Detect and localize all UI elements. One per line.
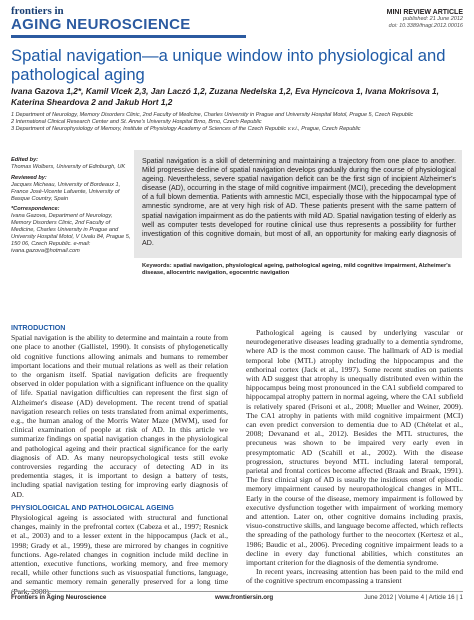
- reviewed-by-label: Reviewed by:: [11, 174, 47, 181]
- keywords-list: spatial navigation, physiological ageing, pathological ageing, mild cognitive impairment, Alzheimer's disease, allocentric navigation, egocentric navigation: [142, 263, 451, 277]
- published-date: published: 21 June 2012: [403, 16, 463, 22]
- body-left-column: [11, 324, 228, 596]
- correspondence-label: *Correspondence:: [11, 206, 60, 213]
- body-right-column: [246, 328, 463, 586]
- affiliation-2: 2 International Clinical Research Center and St. Anne's University Hospital Brno, Brno, Czech Republic: [11, 119, 262, 125]
- keywords: [142, 263, 456, 278]
- author-list: Ivana Gazova 1,2*, Kamil Vlcek 2,3, Jan Laczó 1,2, Zuzana Nedelska 1,2, Eva Hyncicova 1, Ivana Mokrisova 1, Katerina Sheardova 2 and Jakub Hort 1,2: [11, 86, 439, 107]
- mci-paragraph: In recent years, increasing attention has been paid to the mild end of the cognitive spectrum encompassing a transient: [246, 567, 463, 586]
- footer-issue-info: June 2012 | Volume 4 | Article 16 | 1: [364, 594, 463, 601]
- logo-underline: [11, 35, 246, 38]
- correspondence: Ivana Gazova, Department of Neurology, Memory Disorders Clinic, 2nd Faculty of Medicine, Charles University in Prague and University Hospital Motol, V Uvalu 84, Prague 5, 150 06, Czech Republic. e-mail: ivana.gazova@hotmail.com: [11, 213, 131, 254]
- editorial-info: [11, 157, 131, 259]
- affiliation-1: 1 Department of Neurology, Memory Disorders Clinic, 2nd Faculty of Medicine, Charles University in Prague and University Hospital Motol, Prague 5, Czech Republic: [11, 112, 414, 118]
- edited-by-label: Edited by:: [11, 157, 39, 163]
- footer-website-link[interactable]: www.frontiersin.org: [215, 594, 274, 601]
- article-title: Spatial navigation—a unique window into physiological and pathological aging: [11, 46, 446, 84]
- reviewed-by: Jacques Micheau, University of Bordeaux 1, France José-Vicente Lafuente, University of Basque Country, Spain: [11, 181, 121, 202]
- pathological-ageing-paragraph: Pathological ageing is caused by underlying vascular or neurodegenerative diseases leading gradually to a dementia syndrome, where AD is the most common cause. The hallmark of AD is medial temporal lobe (MTL) atrophy including the hippocampus and the enthorinal cortex (Jack et al., 1997). Some recent studies on patients with AD suggest that atrophy is unequally distributed even within the hippocampus being most pronounced in the CA1 subfield compared to hippocampal atrophy pattern in normal ageing, where the CA1 subfield is relatively spared (Frisoni et al., 2008; Mueller and Weiner, 2009). The CA1 atrophy in patients with mild cognitive impairment (MCI) can even predict conversion to dementia due to AD (Chételat et al., 2008; Devanand et al., 2012). Besides the MTL structures, the precuneus was shown to be impaired very early even in presymptomatic AD (Scahill et al., 2002). With the disease progression, structures beyond MTL including lateral temporal, parietal and frontal cortices become affected (Braak and Braak, 1991). The first clinical sign of AD is usually the insidious onset of episodic memory impairment caused by neuropathological changes in MTL. Early in the course of the disease, memory impairment is followed by executive dysfunction together with impairment of working memory and attention. Later on, other cognitive domains including praxis, visuo-constructive skills, and language become affected, which reflects the spreading of the pathology further to the neocortex (Kertesz et al., 1986; Baudic et al., 2006). Preceding cognitive impairment leads to a decline in every day functional abilities, which constitutes an important criterion for the diagnosis of the dementia syndrome.: [246, 328, 463, 568]
- doi: doi: 10.3389/fnagi.2012.00016: [388, 23, 463, 29]
- edited-by: Thomas Wolbers, University of Edinburgh, UK: [11, 163, 126, 170]
- journal-name-line2: AGING NEUROSCIENCE: [11, 16, 191, 33]
- journal-name-line1: frontiers in: [11, 5, 64, 17]
- ageing-heading: PHYSIOLOGICAL AND PATHOLOGICAL AGEING: [11, 503, 174, 512]
- article-meta: [387, 9, 463, 30]
- footer-journal: Frontiers in Aging Neuroscience: [11, 594, 107, 601]
- journal-logo: [11, 6, 246, 33]
- keywords-label: Keywords:: [142, 263, 172, 269]
- intro-paragraph: Spatial navigation is the ability to determine and maintain a route from one place to another (Gallistel, 1990). It consists of phylogenetically old cognitive functions allowing animals and humans to remember important locations and their mutual relations as well as their relation to the organism itself. Spatial navigation deficits are frequently observed in older population with a significant influence on the quality of life. Spatial navigation difficulties can represent the first sign of Alzheimer's disease (AD) development. The recent trend of spatial navigation research relies on tests translated from animal experiments, e.g., the human analog of the Morris Water Maze (MWM), used for clinical examination of people at risk of AD. In this article we summarize findings on spatial navigation changes in the physiological and pathological ageing and their practical significance for the early diagnosis of AD. As many neuropsychological tests still evoke controversies regarding the accuracy of detecting AD in its predementia stages, it is important to design a battery of tests, including spatial navigation testing for improving early diagnosis of AD.: [11, 333, 228, 499]
- footer-divider: [11, 591, 463, 592]
- ageing-paragraph: Physiological ageing is associated with structural and functional changes, mainly in the prefrontal cortex (Cabeza et al., 1997; Resnick et al., 2003) and to a lesser extent in the hippocampus (Jack et al., 1998; Grady et al., 1999), these are mirrored by changes in cognitive functions. Age-related changes in cognition include mild decline in attention, executive functions, working memory, and free memory recall, while other functions such as visuospatial functions, language, and semantic memory remain generally preserved for a long time: [11, 513, 228, 587]
- affiliation-3: 3 Department of Neurophysiology of Memory, Institute of Physiology Academy of Sciences of the Czech Republic v.v.i., Prague, Czech Republic: [11, 126, 361, 132]
- article-type: MINI REVIEW ARTICLE: [386, 9, 463, 16]
- abstract: Spatial navigation is a skill of determining and maintaining a trajectory from one place to another. Mild progressive decline of spatial navigation develops gradually during the course of physiological ageing. Nevertheless, severe spatial navigation deficit can be the first sign of incipient Alzheimer's disease (AD), occurring in the stage of mild cognitive impairment (MCI), preceding the development of a full blown dementia. Patients with amnestic MCI, especially those with the hippocampal type of amnestic syndrome, are at very high risk of AD. These patients present with the same pattern of spatial navigation impairment as do the patients with mild AD. Spatial navigation testing of elderly as well as computer tests developed for routine clinical use thus represents a possibility for further investigation of this cognitive domain, but most of all, an opportunity for making early diagnosis of AD.: [142, 157, 456, 247]
- intro-heading: INTRODUCTION: [11, 324, 66, 332]
- affiliations: [11, 112, 463, 133]
